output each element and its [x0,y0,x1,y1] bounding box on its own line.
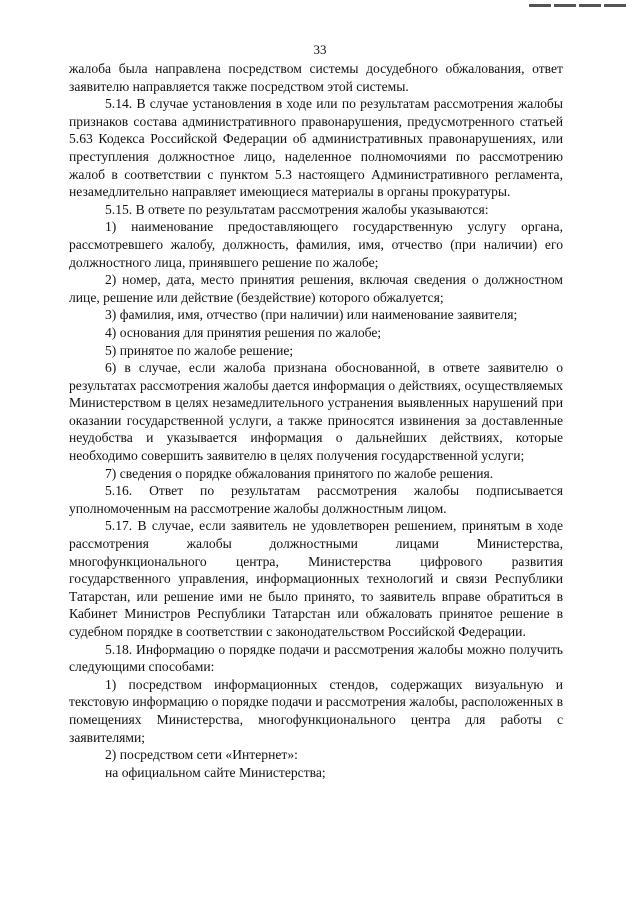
list-item: 7) сведения о порядке обжалования принятого по жалобе решения. [105,465,494,481]
scan-corner-mark [529,4,626,7]
paragraph: 5.18. Информацию о порядке подачи и рассмотрения жалобы можно получить следующими способами: [69,641,563,675]
paragraph: 5.15. В ответе по результатам рассмотрения жалобы указываются: [105,201,489,217]
document-body [69,60,563,781]
list-item: на официальном сайте Министерства; [105,764,326,780]
paragraph: 5.17. В случае, если заявитель не удовлетворен решением, принятым в ходе рассмотрения жалобы должностными лицами Министерства, многофункционального центра, Министерства цифрового развития государственного управления, информационных технологий и связи Республики Татарстан, или решение ими не было принято, то заявитель вправе обратиться в Кабинет Министров Республики Татарстан или обжаловать принятое решение в судебном порядке в соответствии с законодательством Российской Федерации. [69,518,563,639]
list-item: 1) наименование предоставляющего государственную услугу органа, рассмотревшего жалобу, должность, фамилия, имя, отчество (при наличии) его должностного лица, принявшего решение по жалобе; [69,219,563,270]
list-item: 2) посредством сети «Интернет»: [105,747,298,763]
paragraph: 5.16. Ответ по результатам рассмотрения жалобы подписывается уполномоченным на рассмотрение жалобы должностным лицом. [69,483,563,516]
list-item: 1) посредством информационных стендов, содержащих визуальную и текстовую информацию о порядке подачи и рассмотрения жалобы, расположенных в помещениях Министерства, многофункционального центра для работы с заявителями; [69,676,563,745]
paragraph: 5.14. В случае установления в ходе или по результатам рассмотрения жалобы признаков состава административного правонарушения, предусмотренного статьей 5.63 Кодекса Российской Федерации об административных правонарушениях, или преступления должностное лицо, наделенное полномочиями по рассмотрению жалоб в соответствии с пунктом 5.3 настоящего Административного регламента, незамедлительно направляет имеющиеся материалы в органы прокуратуры. [69,96,563,200]
list-item: 4) основания для принятия решения по жалобе; [105,324,382,340]
list-item: 3) фамилия, имя, отчество (при наличии) или наименование заявителя; [105,307,518,323]
page-number: 33 [313,42,327,57]
list-item: 2) номер, дата, место принятия решения, включая сведения о должностном лице, решение или действие (бездействие) которого обжалуется; [69,272,563,305]
paragraph: жалоба была направлена посредством системы досудебного обжалования, ответ заявителю направляется также посредством этой системы. [69,61,563,94]
list-item: 5) принятое по жалобе решение; [105,342,294,358]
list-item: 6) в случае, если жалоба признана обоснованной, в ответе заявителю о результатах рассмотрения жалобы дается информация о действиях, осуществляемых Министерством в целях незамедлительного устранения выявленных нарушений при оказании государственной услуги, а также приносятся извинения за доставленные неудобства и указывается информация о дальнейших действиях, которые необходимо совершить заявителю в целях получения государственной услуги; [69,360,563,464]
